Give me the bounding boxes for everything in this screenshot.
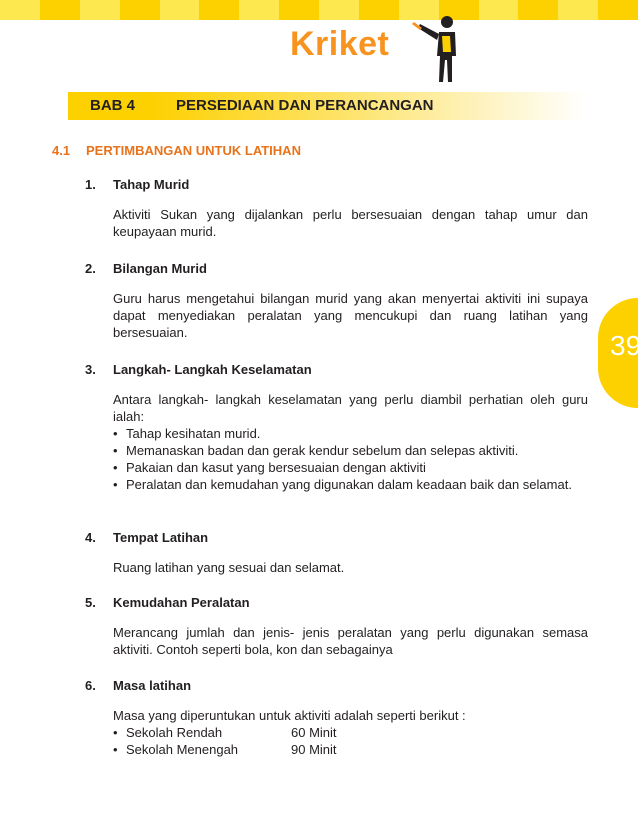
list-item xyxy=(85,529,588,576)
section-number: 4.1 xyxy=(52,143,71,158)
item-number: 3. xyxy=(85,362,96,377)
item-text: Aktiviti Sukan yang dijalankan perlu bersesuaian dengan tahap umur dan keupayaan murid. xyxy=(113,207,588,239)
item-text: Masa yang diperuntukan untuk aktiviti adalah seperti berikut : xyxy=(113,708,466,723)
duration-row xyxy=(113,741,588,758)
item-text: Ruang latihan yang sesuai dan selamat. xyxy=(113,560,345,575)
header-stripes xyxy=(0,0,638,20)
item-text: Guru harus mengetahui bilangan murid yang akan menyertai aktiviti ini supaya dapat menyediakan peralatan yang mencukupi dan ruang latihan yang bersesuaian. xyxy=(113,291,588,340)
section-heading xyxy=(52,143,301,158)
item-heading: Tempat Latihan xyxy=(113,530,209,545)
duration-label: • Sekolah Rendah xyxy=(126,725,223,740)
item-heading: Bilangan Murid xyxy=(113,261,207,276)
item-number: 4. xyxy=(85,530,96,545)
list-item xyxy=(85,594,588,658)
item-number: 2. xyxy=(85,261,96,276)
duration-row xyxy=(113,724,588,741)
duration-value: 90 Minit xyxy=(291,742,337,757)
safety-list-item: • Peralatan dan kemudahan yang digunakan dalam keadaan baik dan selamat. xyxy=(113,476,588,493)
item-heading: Kemudahan Peralatan xyxy=(113,595,250,610)
chapter-banner xyxy=(68,92,586,120)
item-number: 5. xyxy=(85,595,96,610)
item-number: 6. xyxy=(85,678,96,693)
list-item xyxy=(85,260,588,341)
item-heading: Tahap Murid xyxy=(113,177,190,192)
duration-table xyxy=(113,724,588,758)
safety-list-item: • Tahap kesihatan murid. xyxy=(113,425,588,442)
section-title: PERTIMBANGAN UNTUK LATIHAN xyxy=(86,143,301,158)
item-heading: Langkah- Langkah Keselamatan xyxy=(113,362,312,377)
item-text: Merancang jumlah dan jenis- jenis peralatan yang perlu digunakan semasa aktiviti. Contoh seperti bola, kon dan sebagainya xyxy=(113,625,588,657)
item-number: 1. xyxy=(85,177,96,192)
chapter-number: BAB 4 xyxy=(68,92,148,120)
chapter-title: PERSEDIAAN DAN PERANCANGAN xyxy=(148,92,586,120)
list-item xyxy=(85,361,588,493)
safety-list-item: • Memanaskan badan dan gerak kendur sebelum dan selepas aktiviti. xyxy=(113,442,588,459)
page-number: 39 xyxy=(610,330,641,361)
duration-value: 60 Minit xyxy=(291,725,337,740)
list-item xyxy=(85,176,588,240)
cricket-player-icon xyxy=(412,14,472,84)
page-number-tab xyxy=(598,298,641,408)
list-item xyxy=(85,677,588,758)
logo-title: Kriket xyxy=(290,25,390,63)
duration-label: • Sekolah Menengah xyxy=(126,742,239,757)
item-text: Antara langkah- langkah keselamatan yang perlu diambil perhatian oleh guru ialah: xyxy=(113,392,588,424)
safety-list-item: • Pakaian dan kasut yang bersesuaian dengan aktiviti xyxy=(113,459,588,476)
item-heading: Masa latihan xyxy=(113,678,192,693)
safety-list xyxy=(113,425,588,493)
